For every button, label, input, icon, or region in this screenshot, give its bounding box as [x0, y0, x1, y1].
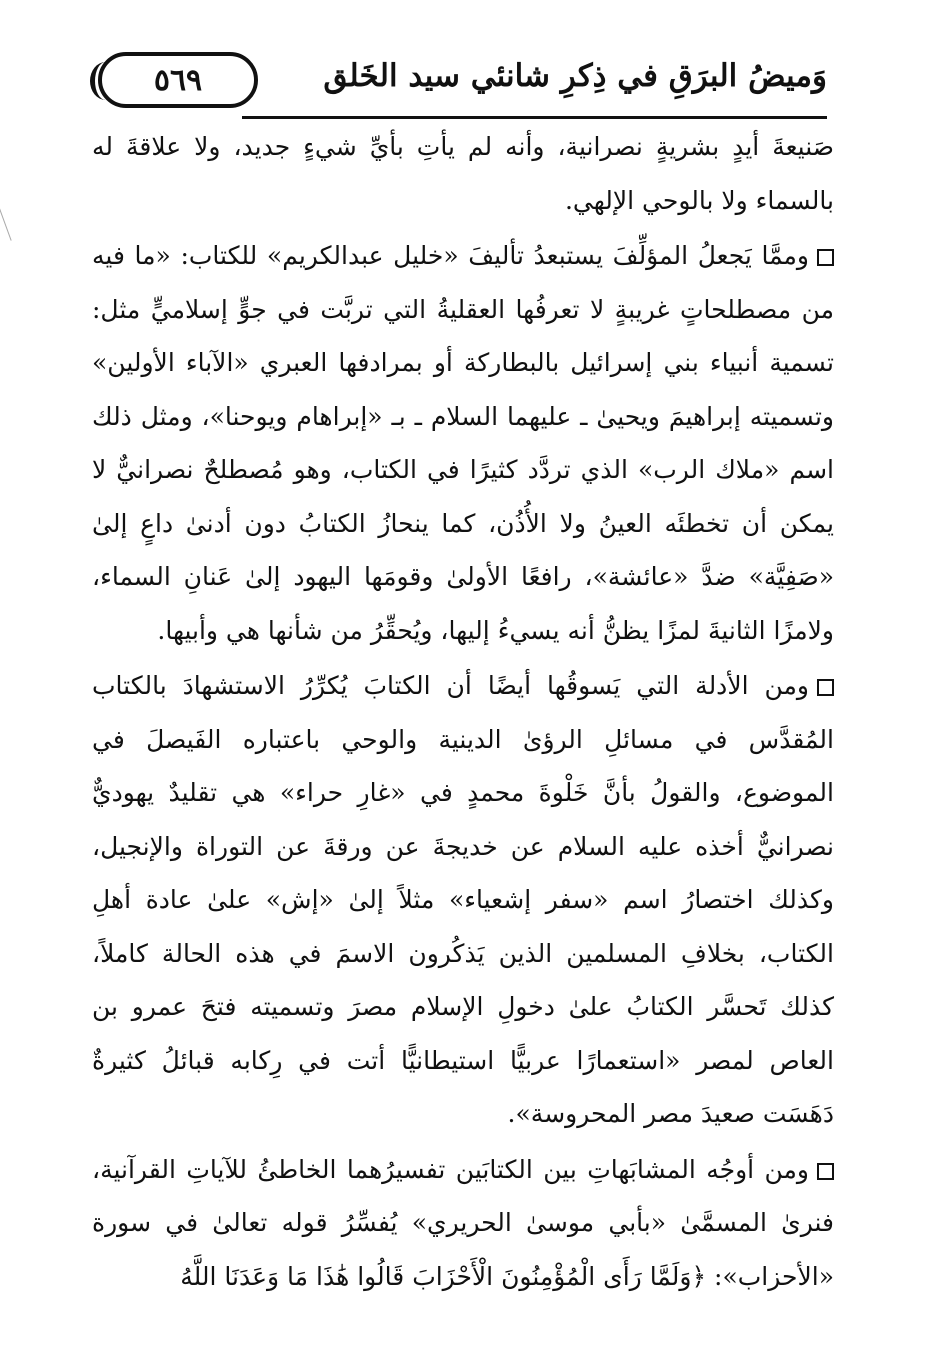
paragraph-text: وممَّا يَجعلُ المؤلِّفَ يستبعدُ تأليفَ «خليل عبدالكريم» للكتاب: «ما فيه من مصطلحاتٍ غريبةٍ لا تعرفُها العقليةُ التي تربَّت في جوٍّ إسلاميٍّ مثل: تسمية أنبياء بني إسرائيل بالبطاركة أو بمرادفها العبري «الآباء الأولين» وتسميته إبراهيمَ ويحيىٰ ـ عليهما السلام ـ بـ «إبراهام ويوحنا»، ومثل ذلك اسم «ملاك الرب» الذي تردَّد كثيرًا في الكتاب، وهو مُصطلحٌ نصرانيٌّ لا يمكن أن تخطئَه العينُ ولا الأُذُن، كما ينحازُ الكتابُ دون أدنىٰ داعٍ إلىٰ «صَفِيَّة» ضدَّ «عائشة»، رافعًا الأولىٰ وقومَها اليهود إلىٰ عَنانِ السماء، ولامزًا الثانيةَ لمزًا يظنُّ أنه يسيءُ إليها، ويُحقِّرُ من شأنها هي وأبيها. — [92, 241, 834, 645]
paragraph-text: ومن الأدلة التي يَسوقُها أيضًا أن الكتابَ يُكرِّرُ الاستشهادَ بالكتاب المُقدَّس في مسائلِ الرؤىٰ الدينية والوحي باعتباره الفَيصلَ في الموضوع، والقولُ بأنَّ خَلْوةَ محمدٍ في «غارِ حراء» هي تقليدٌ يهوديٌّ نصرانيٌّ أخذه عليه السلام عن خديجةَ عن ورقةَ عن التوراة والإنجيل، وكذلك اختصارُ اسم «سفر إشعياء» مثلاً إلىٰ «إش» علىٰ عادة أهلِ الكتاب، بخلافِ المسلمين الذين يَذكُرون الاسمَ في هذه الحالة كاملاً، كذلك تَحسَّر الكتابُ علىٰ دخولِ الإسلام مصرَ وتسميته فتحَ عمرو بن العاص لمصر «استعمارًا عربيًّا استيطانيًّا أتت في رِكابه قبائلُ كثيرةٌ دَهَسَت صعيدَ مصر المحروسة». — [92, 671, 834, 1128]
paragraph-text: صَنيعةَ أيدٍ بشريةٍ نصرانية، وأنه لم يأتِ بأيِّ شيءٍ جديد، ولا علاقةَ له بالسماء ولا بالوحي الإلهي. — [92, 132, 834, 215]
page-header — [92, 38, 827, 124]
square-icon — [817, 249, 834, 266]
main-text — [92, 120, 834, 1305]
paragraph — [92, 229, 834, 657]
book-title: وَميضُ البرَقِ في ذِكرِ شانئي سيد الخَلق — [323, 58, 827, 94]
paragraph-text: ومن أوجُه المشابَهاتِ بين الكتابَين تفسيرُهما الخاطئُ للآياتِ القرآنية، فنرىٰ المسمَّىٰ «بأبي موسىٰ الحريري» يُفسِّرُ قوله تعالىٰ في سورة «الأحزاب»: ﴿وَلَمَّا رَأَى الْمُؤْمِنُونَ الْأَحْزَابَ قَالُوا هَٰذَا مَا وَعَدَنَا اللَّهُ — [92, 1154, 834, 1291]
page-number: ٥٦٩ — [153, 62, 203, 98]
header-rule — [242, 116, 827, 119]
square-icon — [817, 679, 834, 696]
paragraph — [92, 120, 834, 227]
page-number-badge — [98, 52, 258, 108]
margin-mark — [0, 179, 25, 241]
square-icon — [817, 1163, 834, 1180]
paragraph — [92, 659, 834, 1141]
paragraph — [92, 1143, 834, 1304]
